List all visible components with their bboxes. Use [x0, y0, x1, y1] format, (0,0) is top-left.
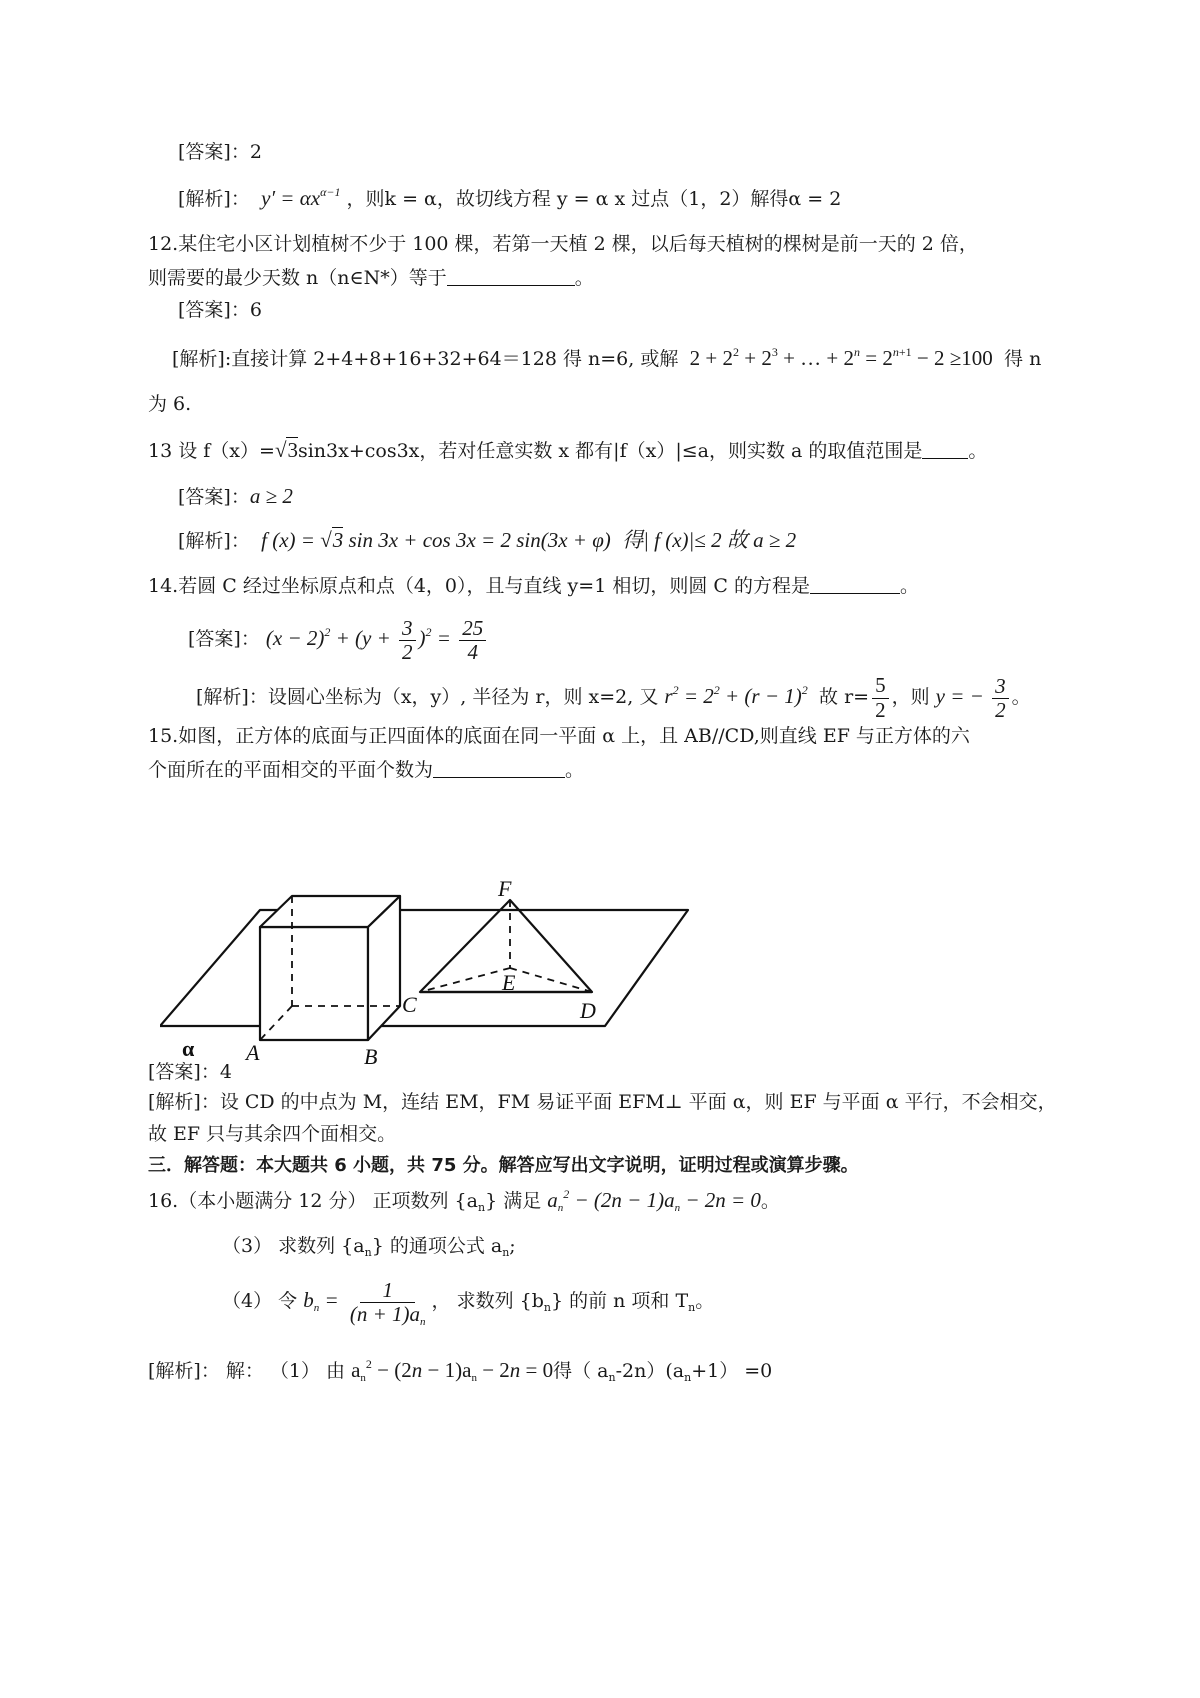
q16-part3-text: （3） 求数列 {a — [222, 1235, 365, 1257]
q14-question — [148, 572, 919, 600]
q13-answer — [178, 482, 293, 511]
q16-bn-definition: $b_n$ = $\frac{1}{(n + 1)a_n}$ — [303, 1277, 426, 1328]
q16-analysis-pre: [解析]： 解： （1） 由 — [148, 1360, 346, 1382]
q16-analysis-equation: $a_n^2 - (2n - 1)a_n - 2n = 0$ — [351, 1357, 554, 1384]
q15-analysis-line2: 故 EF 只与其余四个面相交。 — [148, 1123, 397, 1145]
q13-question-end: 。 — [968, 440, 988, 462]
q11-derivative-formula: $y' = \alpha x^{\alpha-1}$ — [255, 185, 341, 210]
tetra-hidden-ed — [510, 968, 592, 992]
section3-heading: 三．解答题：本大题共 6 小题，共 75 分。解答应写出文字说明，证明过程或演算步骤。 — [148, 1155, 859, 1176]
q12-analysis-line1 — [172, 344, 1041, 373]
q14-analysis-mid: 故 r= — [819, 686, 870, 708]
label-A: A — [246, 1040, 260, 1065]
q14-analysis-mid2: ，则 — [891, 686, 930, 708]
q14-question-text: 14.若圆 C 经过坐标原点和点（4，0），且与直线 y=1 相切，则圆 C 的方程是 — [148, 575, 810, 597]
q12-analysis-end: 得 n — [1004, 348, 1042, 370]
q11-analysis — [178, 184, 841, 213]
label-C: C — [402, 992, 417, 1017]
q16-question: 16.（本小题满分 12 分） 正项数列 $\{a_n\}$ 满足 $a_n^2 - (2n - 1)a_n - 2n = 0$。 — [148, 1187, 780, 1214]
q15-question-line1: 15.如图，正方体的底面与正四面体的底面在同一平面 α 上，且 AB//CD,则直线 EF 与正方体的六 — [148, 725, 970, 747]
q15-answer: [答案]：4 — [148, 1061, 232, 1083]
q14-analysis — [196, 670, 1031, 723]
q16-analysis: [解析]： 解： （1） 由 $a_n^2 - (2n - 1)a_n - 2n = 0$得（ $a_n-2n)(a_n+1) =0$ — [148, 1357, 773, 1384]
q16-question-pre: 16.（本小题满分 12 分） 正项数列 {a — [148, 1190, 478, 1212]
q14-radius-value: $\frac{5}{2}$ — [872, 674, 889, 721]
q14-answer-label: [答案]： — [188, 628, 260, 650]
q16-analysis-mid: 得（ a — [553, 1360, 609, 1382]
q16-analysis-mid2: -2n）(a — [615, 1360, 685, 1382]
cube-front-face — [260, 927, 368, 1040]
q15-question-end: 。 — [565, 759, 585, 781]
q12-sum-inequality: $2 + 2^2 + 2^3$ + … + $2^n = 2^{n+1} - 2 \ge 100$ — [684, 345, 999, 370]
q12-question-text: 则需要的最少天数 n（n∈N*）等于 — [148, 267, 447, 289]
q15-geometry-figure — [160, 880, 700, 1085]
q13-analysis-formula: f (x) = √3 sin 3x + cos 3x = 2 sin(3x + φ) — [255, 528, 617, 552]
q11-answer: [答案]：2 — [178, 141, 262, 163]
label-B: B — [364, 1044, 378, 1069]
q13-answer-math: a ≥ 2 — [249, 484, 293, 508]
q12-answer: [答案]：6 — [178, 299, 262, 321]
q16-recurrence: $a_n^2 - (2n - 1)a_n - 2n = 0$ — [547, 1187, 761, 1214]
q16-part3: （3） 求数列 $\{a_n\}$ 的通项公式 $a_n$; — [222, 1235, 516, 1259]
q12-analysis-text: [解析]:直接计算 2+4+8+16+32+64＝128 得 n=6, 或解 — [172, 348, 679, 370]
q14-y-value: y = − $\frac{3}{2}$ — [936, 684, 1012, 708]
q15-question-line2 — [148, 756, 584, 784]
q16-analysis-end: +1） =0 — [691, 1360, 773, 1382]
q11-analysis-text: ，则k = α，故切线方程 y = α x 过点（1，2）解得α = 2 — [346, 188, 842, 210]
q12-question-line1: 12.某住宅小区计划植树不少于 100 棵，若第一天植 2 棵，以后每天植树的棵树是前一天的 2 倍， — [148, 233, 978, 255]
q13-answer-label: [答案]： — [178, 486, 250, 508]
q14-analysis-end: 。 — [1011, 686, 1031, 708]
label-F: F — [498, 880, 512, 901]
q16-part4-end: 。 — [695, 1290, 715, 1312]
q14-circle-equation: $(x - 2)^2 + (y$ + $\frac{3}{2}$ )$^2$ = $\frac{25}{4}$ — [266, 626, 489, 650]
plane-alpha — [160, 910, 688, 1026]
tetra-hidden-ec — [420, 968, 510, 992]
label-alpha: α — [182, 1036, 195, 1061]
label-D: D — [580, 998, 596, 1023]
q12-analysis-line2: 为 6. — [148, 393, 192, 415]
q14-answer-blank — [810, 575, 900, 594]
q13-analysis — [178, 526, 796, 555]
q12-question-line2 — [148, 264, 594, 292]
q16-question-mid: } 满足 — [485, 1190, 542, 1212]
q12-question-end: 。 — [574, 267, 594, 289]
q15-question-text: 个面所在的平面相交的平面个数为 — [148, 759, 434, 781]
q16-part4: （4） 令 $b_n$ = $\frac{1}{(n + 1)a_n}$ ， 求数列 $\{b_n\}$ 的前 n 项和 $T_n$。 — [222, 1277, 715, 1328]
q16-part4-pre: （4） 令 — [222, 1290, 298, 1312]
q11-analysis-label: [解析]： — [178, 188, 250, 210]
q16-part3-tail: ; — [509, 1235, 516, 1257]
q15-analysis-line1: [解析]：设 CD 的中点为 M，连结 EM，FM 易证平面 EFM⊥ 平面 α，则 EF 与平面 α 平行，不会相交， — [148, 1091, 1057, 1113]
q14-question-end: 。 — [899, 575, 919, 597]
q14-answer — [188, 612, 489, 665]
q14-analysis-pre: [解析]：设圆心坐标为（x，y）, 半径为 r，则 x=2, 又 — [196, 686, 659, 708]
label-E: E — [502, 970, 516, 995]
q13-question — [148, 436, 987, 465]
q13-question-pre: 13 设 f（x）= — [148, 440, 275, 462]
q16-part4-mid: ， 求数列 {b — [431, 1290, 544, 1312]
q13-analysis-label: [解析]： — [178, 530, 250, 552]
q13-analysis-end: 得| f (x)|≤ 2 故 a ≥ 2 — [622, 528, 797, 552]
q16-part3-end: } 的通项公式 a — [371, 1235, 503, 1257]
q12-answer-blank — [447, 267, 575, 286]
q13-question-post: sin3x+cos3x，若对任意实数 x 都有|f（x）|≤a，则实数 a 的取值范围是 — [297, 440, 923, 462]
q13-answer-blank — [922, 440, 968, 459]
q13-sqrt3: √3 — [274, 438, 298, 462]
q15-answer-blank — [433, 759, 565, 778]
q14-radius-equation: $r^2 = 2^2 + (r - 1)^2$ — [664, 683, 808, 708]
q16-part4-mid2: } 的前 n 项和 T — [550, 1290, 689, 1312]
q16-question-end: 。 — [760, 1190, 780, 1212]
